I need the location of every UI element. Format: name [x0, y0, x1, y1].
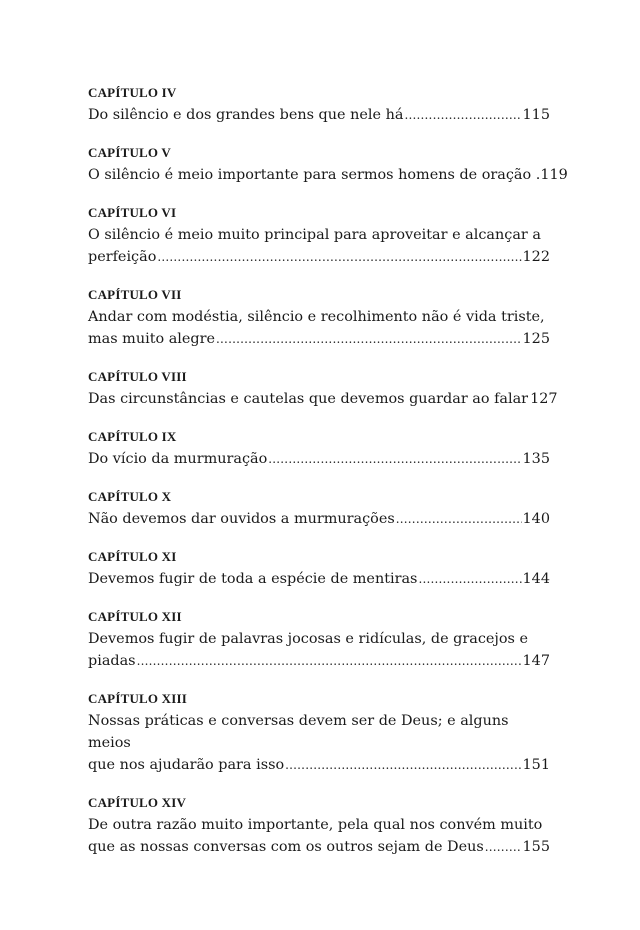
dot-leader	[285, 754, 521, 776]
page-number: 140	[522, 511, 550, 527]
title-last-line	[88, 448, 550, 470]
chapter-title	[88, 388, 558, 410]
toc-entry-chapter-6	[88, 204, 550, 268]
title-text: piadas	[88, 653, 136, 669]
title-text: Não devemos dar ouvidos a murmurações	[88, 511, 395, 527]
toc-entry-chapter-4	[88, 84, 550, 126]
toc-entry-chapter-5	[88, 144, 568, 186]
chapter-title	[88, 814, 550, 858]
page-number: 151	[522, 757, 550, 773]
chapter-title	[88, 710, 550, 776]
title-text: Do silêncio e dos grandes bens que nele há	[88, 107, 404, 123]
chapter-title	[88, 568, 550, 590]
title-last-line	[88, 246, 550, 268]
title-last-line	[88, 388, 558, 410]
page-number: 147	[522, 653, 550, 669]
chapter-heading: CAPÍTULO V	[88, 145, 172, 160]
dot-leader	[418, 568, 521, 590]
chapter-heading: CAPÍTULO XI	[88, 549, 177, 564]
chapter-title	[88, 224, 550, 268]
title-last-line	[88, 650, 550, 672]
chapter-heading: CAPÍTULO IX	[88, 429, 177, 444]
chapter-title	[88, 448, 550, 470]
title-text: Andar com modéstia, silêncio e recolhimento não é vida triste,	[88, 309, 545, 325]
toc-entry-chapter-11	[88, 548, 550, 590]
title-last-line	[88, 836, 550, 858]
toc-entry-chapter-12	[88, 608, 550, 672]
title-text: que nos ajudarão para isso	[88, 757, 285, 773]
chapter-heading: CAPÍTULO VII	[88, 287, 182, 302]
dot-leader	[137, 650, 522, 672]
dot-leader	[396, 508, 522, 530]
title-last-line	[88, 164, 568, 186]
chapter-heading: CAPÍTULO IV	[88, 85, 177, 100]
title-text: Do vício da murmuração	[88, 451, 268, 467]
toc-entry-chapter-8	[88, 368, 558, 410]
title-text: O silêncio é meio muito principal para aproveitar e alcançar a	[88, 227, 541, 243]
chapter-heading: CAPÍTULO XIII	[88, 691, 188, 706]
toc-entry-chapter-7	[88, 286, 550, 350]
title-last-line	[88, 104, 550, 126]
dot-leader	[404, 104, 521, 126]
dot-leader	[485, 836, 522, 858]
title-text: Das circunstâncias e cautelas que devemos guardar ao falar	[88, 391, 529, 407]
title-text: Devemos fugir de palavras jocosas e ridículas, de gracejos e	[88, 631, 529, 647]
page-number: 155	[522, 839, 550, 855]
page-number: 115	[522, 107, 550, 123]
page-number: 122	[522, 249, 550, 265]
title-last-line	[88, 754, 550, 776]
chapter-title	[88, 628, 550, 672]
dot-leader	[268, 448, 521, 470]
toc-entry-chapter-14	[88, 794, 550, 858]
page-number: 127	[530, 391, 558, 407]
chapter-heading: CAPÍTULO X	[88, 489, 172, 504]
title-text: O silêncio é meio importante para sermos homens de oração .	[88, 167, 541, 183]
page-number: 125	[522, 331, 550, 347]
toc-entry-chapter-13	[88, 690, 550, 776]
dot-leader	[216, 328, 522, 350]
chapter-heading: CAPÍTULO VI	[88, 205, 177, 220]
title-text: mas muito alegre	[88, 331, 216, 347]
toc-entry-chapter-9	[88, 428, 550, 470]
page-number: 119	[540, 167, 568, 183]
toc-entry-chapter-10	[88, 488, 550, 530]
chapter-title	[88, 164, 568, 186]
page-number: 135	[522, 451, 550, 467]
title-last-line	[88, 508, 550, 530]
title-text: perfeição	[88, 249, 157, 265]
chapter-heading: CAPÍTULO XII	[88, 609, 182, 624]
page-number: 144	[522, 571, 550, 587]
title-last-line	[88, 568, 550, 590]
title-text: Nossas práticas e conversas devem ser de Deus; e alguns meios	[88, 713, 509, 751]
chapter-heading: CAPÍTULO VIII	[88, 369, 187, 384]
title-text: que as nossas conversas com os outros sejam de Deus	[88, 839, 484, 855]
table-of-contents	[88, 84, 568, 876]
title-last-line	[88, 328, 550, 350]
dot-leader	[157, 246, 521, 268]
chapter-heading: CAPÍTULO XIV	[88, 795, 187, 810]
chapter-title	[88, 104, 550, 126]
chapter-title	[88, 306, 550, 350]
chapter-title	[88, 508, 550, 530]
title-text: Devemos fugir de toda a espécie de mentiras	[88, 571, 418, 587]
title-text: De outra razão muito importante, pela qual nos convém muito	[88, 817, 543, 833]
